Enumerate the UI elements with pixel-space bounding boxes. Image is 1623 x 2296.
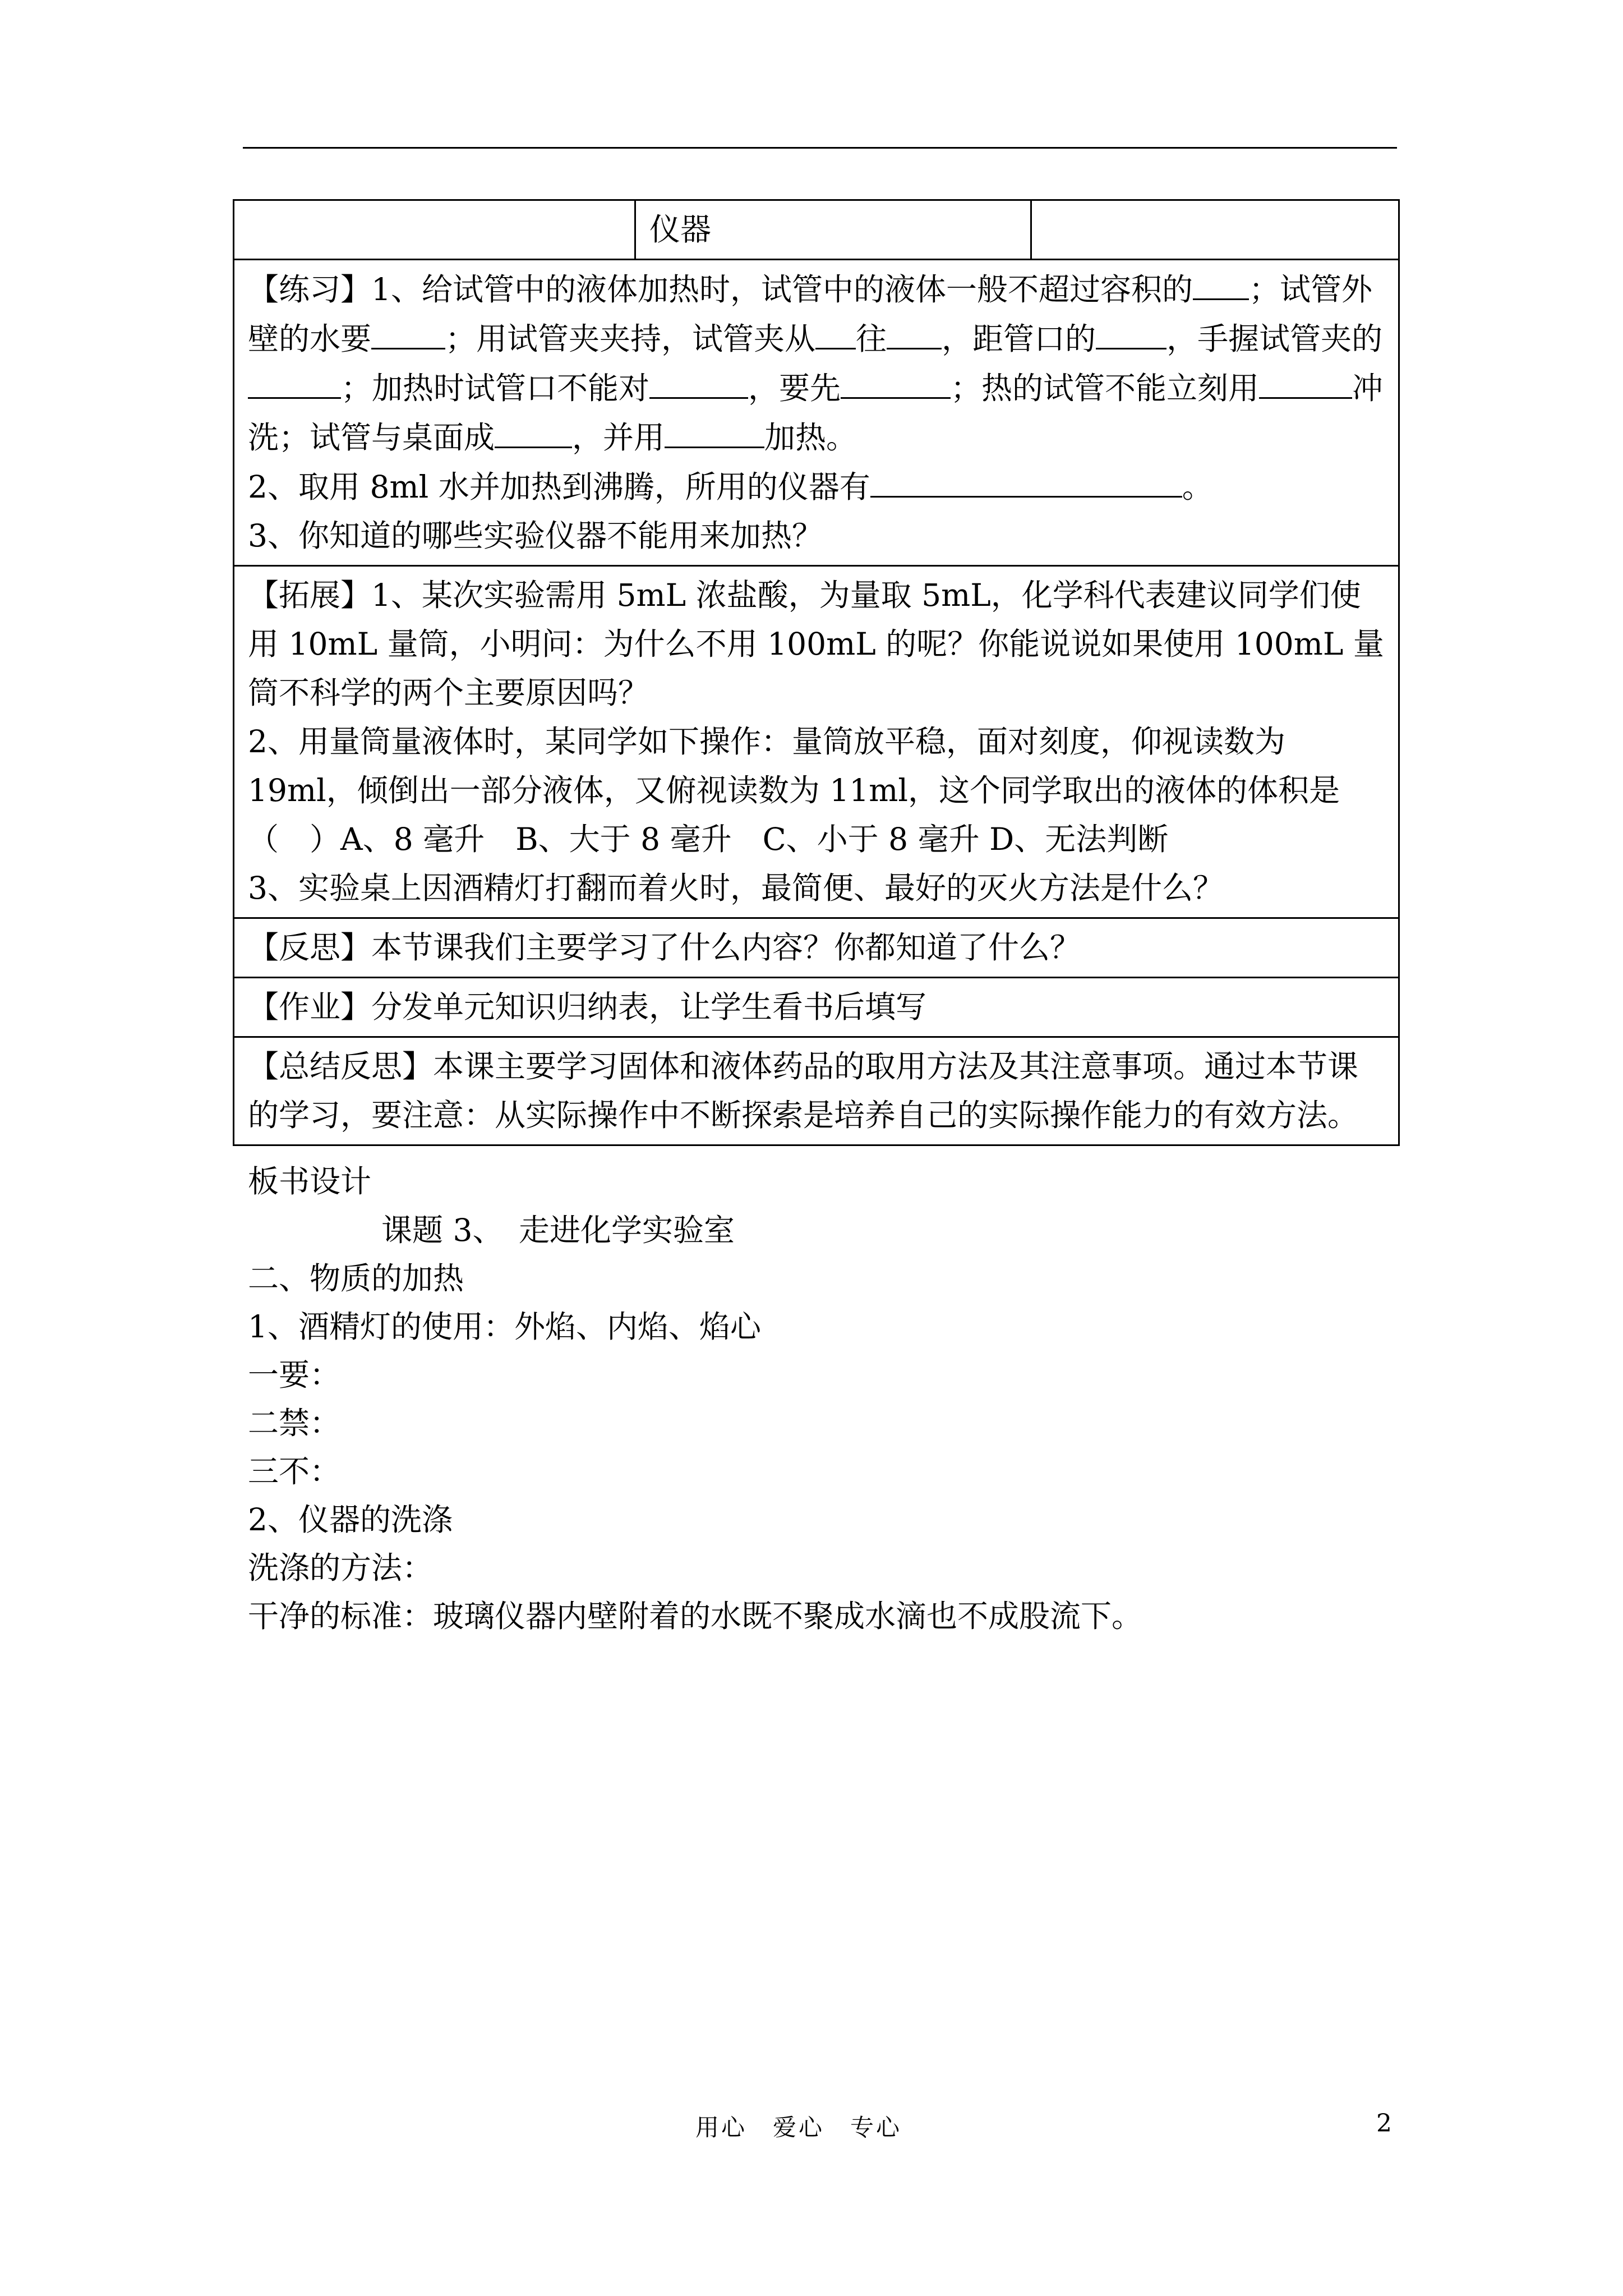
extension-label: 【拓展】 — [248, 577, 372, 613]
practice-q1-c: ；用试管夹夹持，试管夹从 — [445, 321, 816, 357]
practice-q2-b: 。 — [1182, 469, 1213, 505]
blank-fill[interactable] — [841, 364, 951, 399]
rule-three-not: 三不： — [248, 1453, 341, 1489]
lesson-table — [233, 199, 1400, 1146]
extension-q1: 1、某次实验需用 5mL 浓盐酸，为量取 5mL，化学科代表建议同学们使用 10mL 量筒，小明问：为什么不用 100mL 的呢？你能说说如果使用 100mL 量筒不科学的两个主要原因吗？ — [248, 577, 1384, 711]
practice-q1-j: 冲洗；试管与桌面成 — [248, 370, 1384, 455]
reflection-cell — [234, 918, 1399, 978]
practice-q1-k: ，并用 — [572, 420, 665, 455]
practice-q1-h: ，要先 — [748, 370, 841, 406]
extension-cell — [234, 566, 1399, 918]
homework-text: 分发单元知识归纳表，让学生看书后填写 — [371, 989, 927, 1025]
table-row-extension — [234, 566, 1399, 918]
practice-q1-f: ，手握试管夹的 — [1166, 321, 1383, 357]
section-heating: 二、物质的加热 — [248, 1260, 464, 1296]
practice-q1-l: 加热。 — [764, 420, 857, 455]
washing-method: 洗涤的方法： — [248, 1550, 434, 1586]
table-row-reflection — [234, 918, 1399, 978]
blank-fill[interactable] — [371, 314, 445, 349]
practice-cell — [234, 260, 1399, 566]
blank-fill[interactable] — [815, 314, 856, 349]
footer-motto: 用心 爱心 专心 — [695, 2114, 902, 2141]
blank-fill[interactable] — [649, 364, 748, 399]
board-heading: 板书设计 — [248, 1163, 372, 1199]
lesson-title: 课题 3、 走进化学实验室 — [381, 1212, 735, 1248]
practice-q1-d: 往 — [856, 321, 887, 357]
reflection-text: 本节课我们主要学习了什么内容？你都知道了什么？ — [371, 930, 1081, 965]
blank-fill[interactable] — [495, 413, 572, 448]
table-row-homework — [234, 978, 1399, 1037]
summary-text: 本课主要学习固体和液体药品的取用方法及其注意事项。通过本节课的学习，要注意：从实际操作中不断探索是培养自己的实际操作能力的有效方法。 — [248, 1048, 1359, 1133]
blank-fill[interactable] — [1259, 364, 1352, 399]
table-row-summary — [234, 1037, 1399, 1145]
alcohol-lamp-item: 1、酒精灯的使用：外焰、内焰、焰心 — [248, 1309, 761, 1345]
practice-q2-a: 2、取用 8ml 水并加热到沸腾，所用的仪器有 — [248, 469, 870, 505]
reflection-label: 【反思】 — [248, 930, 372, 965]
homework-label: 【作业】 — [248, 989, 372, 1025]
extension-q2: 2、用量筒量液体时，某同学如下操作：量筒放平稳，面对刻度，仰视读数为 19ml，倾倒出一部分液体，又俯视读数为 11ml，这个同学取出的液体的体积是（ ）A、8 毫升 B、大于 8 毫升 C、小于 8 毫升 D、无法判断 — [248, 724, 1340, 857]
rule-one-must: 一要： — [248, 1357, 341, 1393]
homework-cell — [234, 978, 1399, 1037]
practice-q1-b: ；试管外壁的水要 — [248, 272, 1373, 357]
table-row-instruments — [234, 200, 1399, 260]
table-cell-instruments: 仪器 — [635, 200, 1031, 260]
extension-q3: 3、实验桌上因酒精灯打翻而着火时，最简便、最好的灭火方法是什么？ — [248, 870, 1224, 906]
blank-fill[interactable] — [870, 462, 1182, 498]
practice-q3: 3、你知道的哪些实验仪器不能用来加热？ — [248, 518, 823, 554]
blank-fill[interactable] — [1096, 314, 1166, 349]
summary-label: 【总结反思】 — [248, 1048, 434, 1084]
rule-two-prohibit: 二禁： — [248, 1405, 341, 1441]
summary-cell — [234, 1037, 1399, 1145]
table-cell-empty-right — [1031, 200, 1399, 260]
blank-fill[interactable] — [887, 314, 942, 349]
table-row-practice — [234, 260, 1399, 566]
blank-fill[interactable] — [665, 413, 764, 448]
practice-q1-g: ；加热时试管口不能对 — [341, 370, 650, 406]
clean-standard: 干净的标准：玻璃仪器内壁附着的水既不聚成水滴也不成股流下。 — [248, 1598, 1143, 1634]
header-rule — [243, 147, 1397, 149]
washing-item: 2、仪器的洗涤 — [248, 1502, 453, 1538]
blank-fill[interactable] — [248, 364, 341, 399]
practice-q1-a: 1、给试管中的液体加热时，试管中的液体一般不超过容积的 — [371, 272, 1193, 307]
blank-fill[interactable] — [1193, 265, 1249, 300]
page-number: 2 — [1376, 2109, 1392, 2138]
practice-q1-i: ；热的试管不能立刻用 — [951, 370, 1260, 406]
table-cell-empty-left — [234, 200, 635, 260]
practice-label: 【练习】 — [248, 272, 372, 307]
practice-q1-e: ，距管口的 — [942, 321, 1096, 357]
